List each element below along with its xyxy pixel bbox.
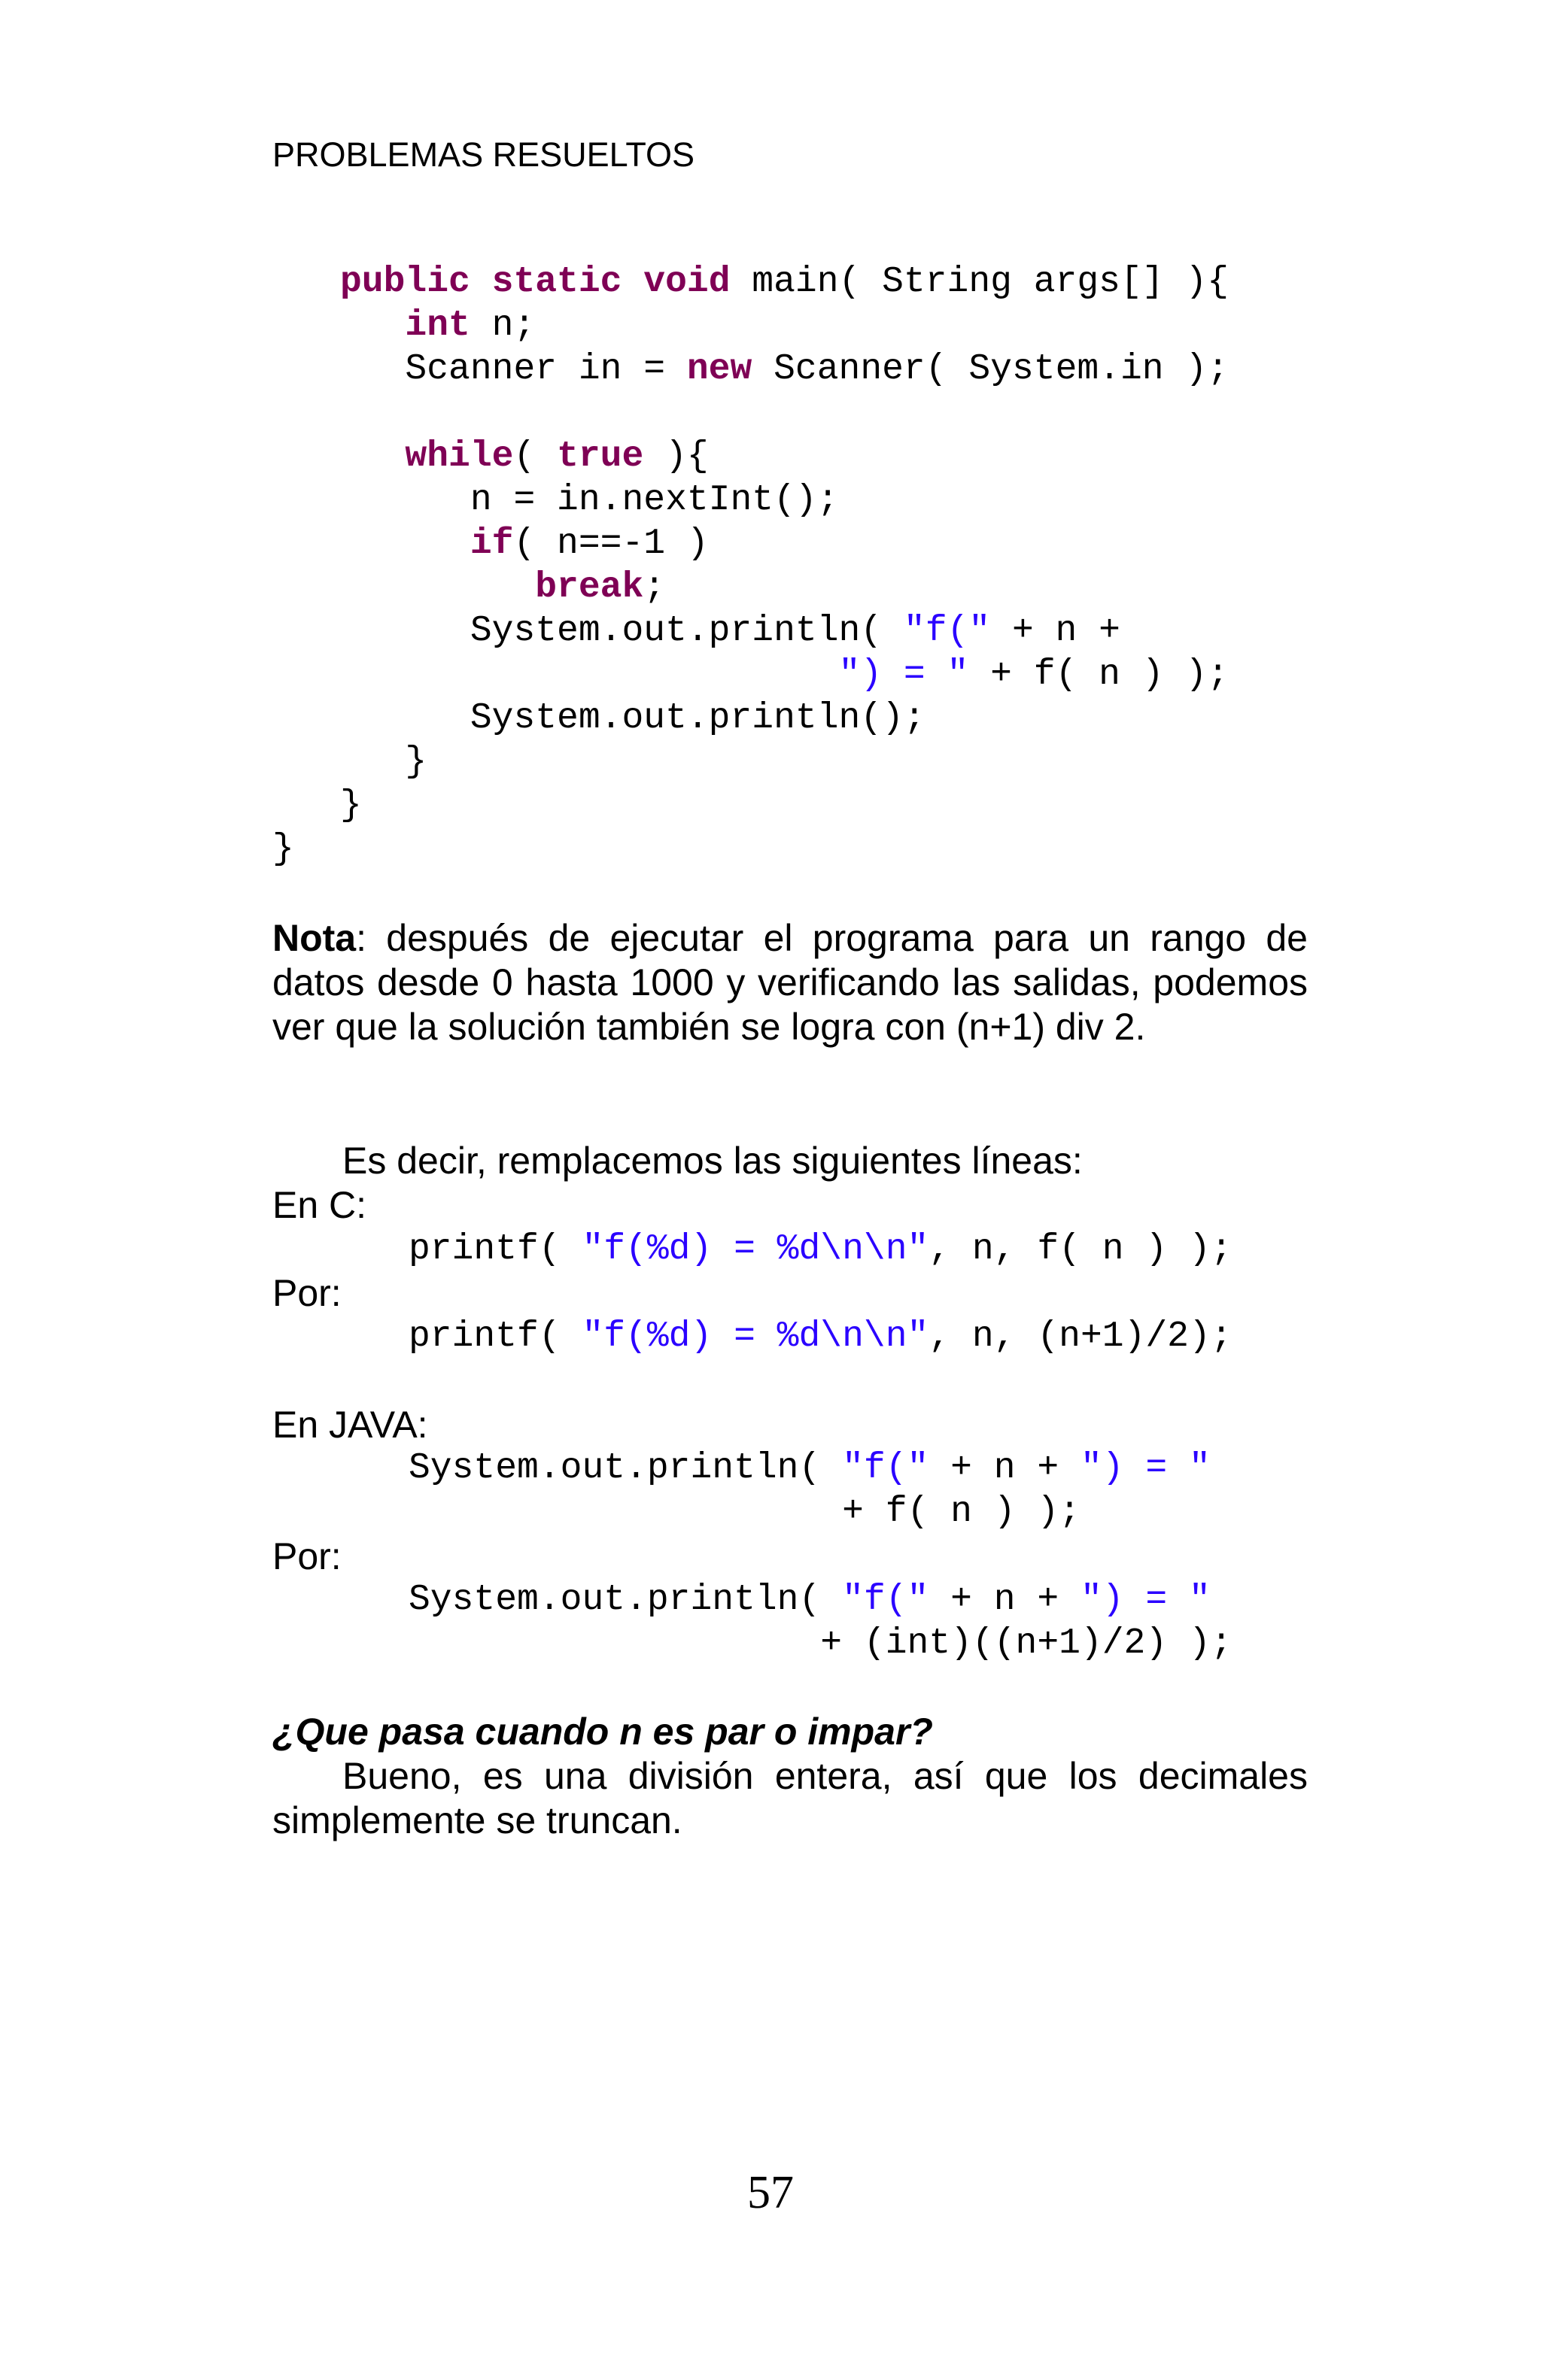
code-keyword: public [340, 262, 470, 302]
code-keyword: static [491, 262, 622, 302]
code-line [409, 1315, 1232, 1358]
code-text: ; [643, 567, 666, 608]
closing-brace: } [272, 829, 294, 870]
code-text: + f( n ) ); [409, 1492, 1081, 1532]
code-keyword: break [535, 567, 644, 608]
code-line [340, 697, 1229, 740]
code-line [340, 348, 1229, 391]
code-text: System.out.println( [340, 611, 904, 651]
code-text: printf( [409, 1229, 582, 1270]
code-text: printf( [409, 1316, 582, 1357]
code-text [340, 524, 470, 564]
code-line [340, 435, 1229, 478]
code-line [340, 260, 1229, 304]
por-label-java: Por: [272, 1535, 342, 1577]
code-line [409, 1578, 1232, 1622]
code-text [340, 567, 535, 608]
code-text: ){ [643, 436, 709, 477]
code-keyword: if [470, 524, 514, 564]
code-text: + n + [990, 611, 1120, 651]
code-text [622, 262, 643, 302]
code-string: ") = " [1080, 1448, 1211, 1489]
code-string: "f(" [842, 1448, 929, 1489]
code-string: ") = " [838, 654, 969, 695]
code-line [409, 1228, 1232, 1271]
code-line [340, 609, 1229, 653]
code-keyword: int [405, 305, 470, 346]
code-string: "f(" [903, 611, 991, 651]
code-text [340, 305, 405, 346]
code-line [340, 784, 1229, 827]
code-text: + f( n ) ); [968, 654, 1229, 695]
code-text: } [340, 742, 427, 782]
note-paragraph [272, 916, 1308, 1049]
java-original-code [409, 1447, 1211, 1534]
code-string: ") = " [1080, 1580, 1211, 1620]
running-header: PROBLEMAS RESUELTOS [272, 135, 695, 174]
code-line [340, 653, 1229, 697]
code-text: main( String args[] ){ [730, 262, 1229, 302]
code-line [340, 522, 1229, 566]
code-text [470, 262, 492, 302]
code-text: n; [470, 305, 536, 346]
code-text: , n, f( n ) ); [929, 1229, 1232, 1270]
code-text: , n, (n+1)/2); [929, 1316, 1232, 1357]
code-keyword: while [405, 436, 514, 477]
code-text [340, 654, 839, 695]
code-text: + n + [929, 1580, 1081, 1620]
code-text: ( [513, 436, 558, 477]
code-text [340, 436, 405, 477]
code-keyword: true [557, 436, 644, 477]
code-line [340, 478, 1229, 522]
code-keyword: new [686, 349, 752, 390]
code-line [340, 740, 1229, 784]
code-text: Scanner in = [340, 349, 687, 390]
code-text: n = in.nextInt(); [340, 480, 839, 521]
note-label: Nota [272, 917, 357, 959]
java-main-code [340, 260, 1229, 827]
question-heading: ¿Que pasa cuando n es par o impar? [272, 1711, 933, 1753]
code-keyword: void [643, 262, 731, 302]
code-text: Scanner( System.in ); [752, 349, 1229, 390]
por-label-c: Por: [272, 1272, 342, 1314]
code-text: + (int)((n+1)/2) ); [409, 1623, 1232, 1664]
c-replacement-code [409, 1315, 1232, 1358]
en-c-label: En C: [272, 1184, 367, 1226]
code-line [409, 1622, 1232, 1665]
java-replacement-code [409, 1578, 1232, 1665]
code-line [340, 391, 1229, 435]
code-line [409, 1447, 1211, 1490]
code-string: "f(" [842, 1580, 929, 1620]
code-string: "f(%d) = %d\n\n" [582, 1229, 929, 1270]
code-text: System.out.println( [409, 1580, 843, 1620]
answer-paragraph: Bueno, es una división entera, así que los decimales simplemente se truncan. [272, 1755, 1308, 1841]
en-java-label: En JAVA: [272, 1404, 428, 1446]
code-line [340, 304, 1229, 348]
code-text: + n + [929, 1448, 1081, 1489]
code-text: } [340, 785, 362, 826]
page-number: 57 [747, 2167, 794, 2218]
es-decir-line: Es decir, remplacemos las siguientes líneas: [342, 1140, 1083, 1182]
code-line [340, 566, 1229, 609]
c-original-code [409, 1228, 1232, 1271]
code-text: System.out.println( [409, 1448, 843, 1489]
note-text: : después de ejecutar el programa para un rango de datos desde 0 hasta 1000 y verificando las salidas, podemos ver que la solución también se logra con (n+1) div 2. [272, 917, 1308, 1048]
code-line [409, 1490, 1211, 1534]
code-string: "f(%d) = %d\n\n" [582, 1316, 929, 1357]
code-text: System.out.println(); [340, 698, 926, 739]
code-text: ( n==-1 ) [513, 524, 709, 564]
